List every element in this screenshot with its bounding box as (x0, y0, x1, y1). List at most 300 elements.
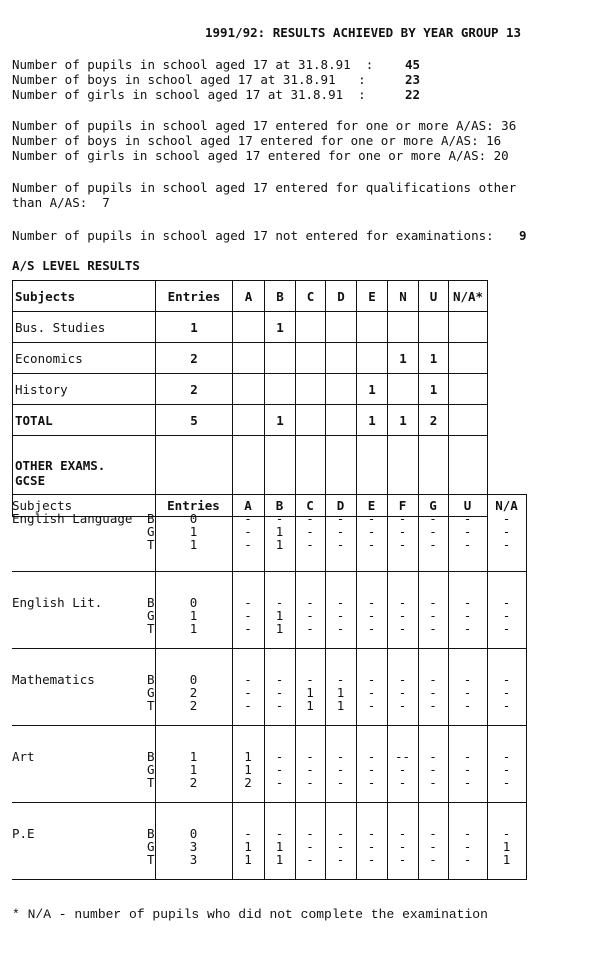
value: - (306, 775, 314, 790)
table-cell (325, 649, 356, 726)
table-cell (326, 312, 357, 343)
header-col: B (275, 498, 284, 513)
value: - (463, 839, 472, 854)
value: - (367, 608, 376, 623)
value: - (244, 826, 252, 841)
value: - (306, 852, 314, 867)
value: - (336, 775, 345, 790)
header-col: A (244, 498, 252, 513)
value: 1 (275, 537, 284, 552)
value: 1 (244, 762, 252, 777)
value: - (398, 762, 407, 777)
value: - (463, 524, 472, 539)
table-cell (448, 803, 487, 880)
other-quals-line-2: than A/AS: 7 (12, 195, 110, 210)
footnote: * N/A - number of pupils who did not complete the examination (12, 907, 488, 922)
header-grade: B (265, 281, 296, 312)
table-cell (387, 803, 418, 880)
table-cell (388, 312, 419, 343)
table-cell (155, 495, 232, 572)
value: - (244, 608, 252, 623)
table-cell (356, 495, 387, 572)
subject-cell (12, 572, 155, 649)
value: - (367, 852, 376, 867)
group-code: B (146, 595, 155, 610)
table-cell (325, 572, 356, 649)
table-cell (295, 649, 325, 726)
subject-name: English Lit. (12, 595, 103, 610)
value: - (398, 698, 407, 713)
value: - (429, 537, 437, 552)
group-code: B (146, 511, 155, 526)
value: - (398, 672, 407, 687)
header-col: D (336, 498, 345, 513)
value: 1 (275, 524, 284, 539)
value: 1 (244, 749, 252, 764)
table-row (13, 343, 488, 374)
table-cell (232, 726, 264, 803)
value: - (502, 685, 511, 700)
other-quals-line-1: Number of pupils in school aged 17 entered for qualifications other (12, 180, 517, 195)
gcse-heading: GCSE (15, 473, 46, 488)
value: - (306, 595, 314, 610)
table-cell (155, 803, 232, 880)
value: - (367, 685, 376, 700)
value: 0 (189, 595, 198, 610)
value: - (336, 749, 345, 764)
value: - (336, 524, 345, 539)
value: - (398, 775, 407, 790)
value: - (367, 698, 376, 713)
stat-value: 45 (405, 57, 421, 72)
value: - (336, 537, 345, 552)
value: - (463, 672, 472, 687)
table-cell (232, 803, 264, 880)
value: - (502, 762, 511, 777)
value: 0 (189, 826, 198, 841)
table-cell (387, 572, 418, 649)
header-entries: Entries (156, 281, 233, 312)
value: - (463, 537, 472, 552)
value: - (336, 826, 345, 841)
table-cell (325, 495, 356, 572)
table-cell (264, 726, 295, 803)
as-level-results-table (12, 280, 488, 517)
header-col: F (398, 498, 407, 513)
table-cell (264, 803, 295, 880)
table-cell (326, 374, 357, 405)
subject-name: English Language (12, 511, 133, 526)
value: - (502, 511, 511, 526)
table-row (12, 495, 526, 572)
table-cell: 2 (156, 374, 233, 405)
table-row (12, 649, 526, 726)
value: 1 (189, 749, 198, 764)
value: - (502, 621, 511, 636)
table-row (12, 726, 526, 803)
value: - (244, 672, 252, 687)
value: - (306, 826, 314, 841)
subject-name: Art (12, 749, 35, 764)
table-cell (326, 343, 357, 374)
value: - (275, 685, 284, 700)
group-code: G (146, 524, 155, 539)
value: - (429, 749, 437, 764)
header-subjects: Subjects (13, 281, 156, 312)
subject-name: P.E (12, 826, 35, 841)
table-cell (487, 649, 526, 726)
table-cell (232, 572, 264, 649)
value: - (367, 749, 376, 764)
value: - (502, 749, 511, 764)
table-cell (233, 343, 265, 374)
group-code: T (146, 852, 155, 867)
table-cell (155, 649, 232, 726)
value: - (336, 608, 345, 623)
value: 1 (189, 524, 198, 539)
table-cell (265, 374, 296, 405)
value: - (306, 537, 314, 552)
value: - (306, 608, 314, 623)
value: 1 (275, 852, 284, 867)
table-cell: 1 (388, 405, 419, 436)
table-cell (155, 726, 232, 803)
value: - (367, 524, 376, 539)
table-cell (487, 803, 526, 880)
value: - (463, 775, 472, 790)
table-cell (155, 572, 232, 649)
value: - (502, 775, 511, 790)
subject-cell (12, 649, 155, 726)
table-cell (264, 572, 295, 649)
value: - (244, 537, 252, 552)
table-header-row (13, 281, 488, 312)
value: - (429, 839, 437, 854)
table-cell (232, 649, 264, 726)
table-cell (295, 495, 325, 572)
value: - (275, 762, 284, 777)
value: 1 (189, 537, 198, 552)
value: - (463, 621, 472, 636)
header-grade: C (296, 281, 326, 312)
table-cell (418, 726, 448, 803)
header-col: G (429, 498, 437, 513)
table-cell (388, 374, 419, 405)
table-cell: 1 (419, 374, 449, 405)
value: - (502, 608, 511, 623)
value: 2 (244, 775, 252, 790)
value: 1 (306, 685, 314, 700)
subject-name: Mathematics (12, 672, 95, 687)
value: - (429, 672, 437, 687)
table-cell (356, 726, 387, 803)
value: 1 (244, 852, 252, 867)
value: 3 (189, 852, 198, 867)
table-cell: 1 (357, 374, 388, 405)
value: - (398, 595, 407, 610)
table-cell (295, 803, 325, 880)
group-code: T (146, 775, 155, 790)
value: - (275, 749, 284, 764)
value: - (463, 595, 472, 610)
header-col: U (463, 498, 472, 513)
value: - (275, 698, 284, 713)
subject-cell (12, 803, 155, 880)
table-cell (387, 649, 418, 726)
table-cell (296, 312, 326, 343)
page-title: 1991/92: RESULTS ACHIEVED BY YEAR GROUP 13 (205, 25, 522, 40)
header-col: C (306, 498, 314, 513)
table-cell (295, 726, 325, 803)
table-cell (448, 572, 487, 649)
value: - (306, 839, 314, 854)
group-code: T (146, 621, 155, 636)
header-col: N/A (495, 498, 518, 513)
table-cell (357, 312, 388, 343)
subject-cell (12, 726, 155, 803)
table-cell (448, 649, 487, 726)
table-cell (418, 803, 448, 880)
value: - (275, 826, 284, 841)
table-cell (387, 726, 418, 803)
group-code: T (146, 537, 155, 552)
value: - (367, 621, 376, 636)
entered-pupils: Number of pupils in school aged 17 entered for one or more A/AS: 36 (12, 118, 517, 133)
other-exams-heading: OTHER EXAMS. (15, 458, 106, 473)
table-cell (264, 495, 295, 572)
table-cell (325, 726, 356, 803)
value: - (502, 672, 511, 687)
subject-name: Bus. Studies (13, 312, 156, 343)
table-cell (296, 405, 326, 436)
value: - (244, 511, 252, 526)
stat-value: 23 (405, 72, 421, 87)
table-cell (232, 495, 264, 572)
header-grade: E (357, 281, 388, 312)
subject-name: History (13, 374, 156, 405)
value: 1 (502, 852, 511, 867)
value: - (463, 608, 472, 623)
value: - (367, 775, 376, 790)
value: - (244, 621, 252, 636)
table-row (12, 572, 526, 649)
value: - (398, 852, 407, 867)
value: - (429, 524, 437, 539)
value: 1 (244, 839, 252, 854)
value: - (306, 762, 314, 777)
table-cell (356, 803, 387, 880)
not-entered-label: Number of pupils in school aged 17 not entered for examinations: (12, 228, 494, 243)
not-entered-value: 9 (519, 228, 527, 243)
value: - (275, 511, 284, 526)
value: - (429, 775, 437, 790)
value: - (502, 537, 511, 552)
group-code: T (146, 698, 155, 713)
table-cell: 1 (357, 405, 388, 436)
value: - (429, 621, 437, 636)
group-code: B (146, 826, 155, 841)
header-subjects: Subjects (12, 498, 73, 513)
value: - (367, 511, 376, 526)
value: 0 (189, 511, 198, 526)
table-cell: 2 (419, 405, 449, 436)
value: - (367, 537, 376, 552)
table-cell (356, 572, 387, 649)
value: - (398, 826, 407, 841)
table-cell (448, 495, 487, 572)
value: - (275, 595, 284, 610)
table-row (13, 374, 488, 405)
subject-name: TOTAL (13, 405, 156, 436)
stat-label: Number of pupils in school aged 17 at 31.8.91 : (12, 57, 374, 72)
value: - (429, 595, 437, 610)
header-grade: D (326, 281, 357, 312)
value: - (306, 749, 314, 764)
table-cell (418, 495, 448, 572)
value: - (275, 775, 284, 790)
value: - (306, 672, 314, 687)
value: 2 (189, 698, 198, 713)
table-cell (418, 572, 448, 649)
value: - (244, 685, 252, 700)
value: - (429, 826, 437, 841)
table-cell (295, 572, 325, 649)
value: - (502, 826, 511, 841)
value: - (306, 621, 314, 636)
group-code: G (146, 762, 155, 777)
table-row (12, 803, 526, 880)
header-col: E (367, 498, 376, 513)
value: 0 (189, 672, 198, 687)
value: - (463, 762, 472, 777)
value: - (275, 672, 284, 687)
group-code: G (146, 608, 155, 623)
subject-cell (12, 495, 155, 572)
header-grade: U (419, 281, 449, 312)
value: - (367, 826, 376, 841)
value: - (398, 839, 407, 854)
value: - (398, 608, 407, 623)
as-section-title: A/S LEVEL RESULTS (12, 258, 140, 273)
value: 2 (189, 685, 198, 700)
table-cell: 1 (265, 312, 296, 343)
value: - (367, 595, 376, 610)
table-cell (419, 312, 449, 343)
table-cell (487, 726, 526, 803)
entered-girls: Number of girls in school aged 17 entered for one or more A/AS: 20 (12, 148, 509, 163)
subject-name: Economics (13, 343, 156, 374)
table-cell (449, 405, 488, 436)
value: - (398, 524, 407, 539)
value: 3 (189, 839, 198, 854)
value: - (429, 852, 437, 867)
value: 1 (275, 621, 284, 636)
value: - (336, 621, 345, 636)
value: - (367, 672, 376, 687)
value: - (336, 839, 345, 854)
value: - (463, 698, 472, 713)
value: 2 (189, 775, 198, 790)
value: - (336, 511, 345, 526)
table-cell (387, 495, 418, 572)
value: 1 (189, 608, 198, 623)
table-cell (487, 572, 526, 649)
value: - (463, 685, 472, 700)
table-cell (448, 726, 487, 803)
group-code: G (146, 685, 155, 700)
value: - (336, 595, 345, 610)
value: 1 (189, 621, 198, 636)
value: - (306, 511, 314, 526)
table-cell (325, 803, 356, 880)
stat-value: 22 (405, 87, 421, 102)
value: - (502, 698, 511, 713)
table-cell (233, 374, 265, 405)
value: - (429, 685, 437, 700)
table-cell: 1 (156, 312, 233, 343)
value: 1 (275, 608, 284, 623)
value: - (398, 621, 407, 636)
stat-label: Number of boys in school aged 17 at 31.8.91 : (12, 72, 366, 87)
gcse-results-table (12, 494, 527, 880)
value: - (463, 826, 472, 841)
table-cell: 1 (419, 343, 449, 374)
value: - (429, 698, 437, 713)
table-cell (449, 343, 488, 374)
table-cell (264, 649, 295, 726)
header-na: N/A* (449, 281, 488, 312)
value: - (398, 537, 407, 552)
group-code: G (146, 839, 155, 854)
value: - (336, 672, 345, 687)
value: - (306, 524, 314, 539)
table-cell (449, 312, 488, 343)
table-cell (418, 649, 448, 726)
table-cell (326, 405, 357, 436)
value: 1 (336, 685, 345, 700)
table-cell: 1 (265, 405, 296, 436)
value: - (502, 524, 511, 539)
value: - (463, 749, 472, 764)
value: - (244, 595, 252, 610)
table-cell: 2 (156, 343, 233, 374)
group-code: B (146, 749, 155, 764)
value: 1 (336, 698, 345, 713)
table-cell (356, 649, 387, 726)
value: - (463, 852, 472, 867)
table-cell (296, 374, 326, 405)
header-grade: A (233, 281, 265, 312)
value: - (336, 762, 345, 777)
value: 1 (275, 839, 284, 854)
header-col: Entries (167, 498, 220, 513)
value: - (398, 685, 407, 700)
value: - (463, 511, 472, 526)
table-row (13, 312, 488, 343)
value: - (367, 762, 376, 777)
table-cell (265, 343, 296, 374)
table-cell (357, 343, 388, 374)
table-cell (487, 495, 526, 572)
value: - (429, 608, 437, 623)
value: - (244, 698, 252, 713)
entered-boys: Number of boys in school aged 17 entered for one or more A/AS: 16 (12, 133, 502, 148)
value: - (336, 852, 345, 867)
value: - (429, 511, 437, 526)
value: - (429, 762, 437, 777)
value: - (244, 524, 252, 539)
value: 1 (189, 762, 198, 777)
